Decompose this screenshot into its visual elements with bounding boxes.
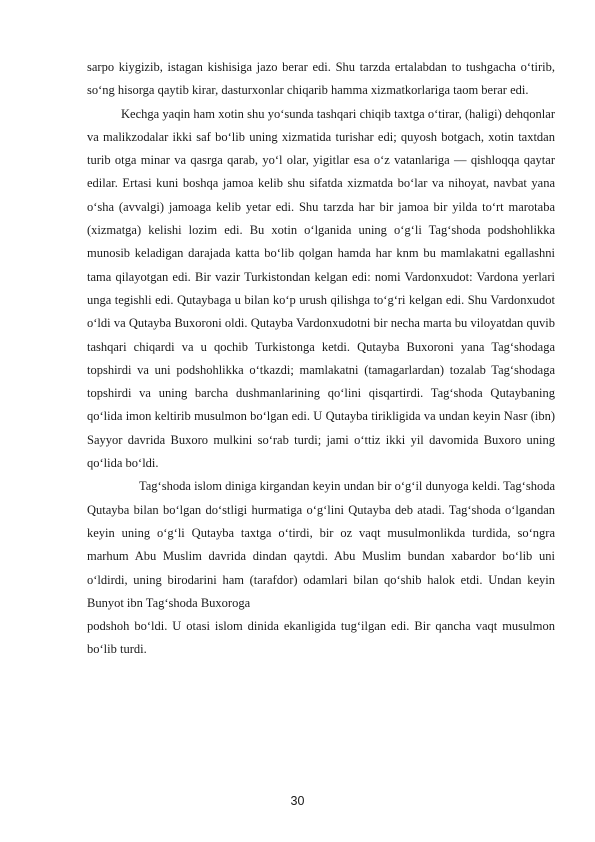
paragraph-kechga: Kechga yaqin ham xotin shu yo‘sunda tashqari chiqib taxtga o‘tirar, (haligi) dehqonlar va malikzodalar ikki saf bo‘lib uning xizmatida turishar edi; quyosh botgach, xotin taxtdan turib otga minar va qasrga qarab, yo‘l olar, yigitlar esa o‘z vatanlariga — qishloqqa qaytar edilar. Ertasi kuni boshqa jamoa kelib shu sifatda xizmatda bo‘lar va nihoyat, navbat yana o‘sha (avvalgi) jamoaga kelib yetar edi. Shu tarzda har bir jamoa bir yilda to‘rt marotaba (xizmatga) kelishi lozim edi. Bu xotin o‘lganida uning o‘g‘li Tag‘shoda podshohlikka munosib keladigan darajada katta bo‘lib qolgan hamda har knm bu mamlakatni egallashni tama qilayotgan edi. Bir vazir Turkistondan kelgan edi: nomi Vardonxudot: Vardona yerlari unga tegishli edi. Qutaybaga u bilan ko‘p urush qilishga to‘g‘ri kelgan edi. Shu Vardonxudot o‘ldi va Qutayba Buxoroni oldi. Qutayba Vardonxudotni bir necha marta bu viloyatdan quvib tashqari chiqardi va u qochib Turkistonga ketdi. Qutayba Buxoroni yana Tag‘shodaga topshirdi va uni podshohlikka o‘tkazdi; mamlakatni (tamagarlardan) tozalab Tag‘shodaga topshirdi va uning barcha dushmanlarining qo‘lini qisqartirdi. Tag‘shoda Qutaybaning qo‘lida imon keltirib musulmon bo‘lgan edi. U Qutayba tirikligida va undan keyin Nasr (ibn) Sayyor davrida Buxoro mulkini so‘rab turdi; jami o‘ttiz ikki yil davomida Buxoro uning qo‘lida bo‘ldi. bbox=[87, 106, 555, 471]
page-number: 30 bbox=[290, 794, 305, 808]
document-body bbox=[87, 56, 555, 662]
paragraph-continuation: sarpo kiygizib, istagan kishisiga jazo berar edi. Shu tarzda ertalabdan to tushgacha o‘tirib, so‘ng hisorga qaytib kirar, dasturxonlar chiqarib hamma xizmatkorlariga taom berar edi. bbox=[87, 60, 555, 98]
paragraph-podshoh: podshoh bo‘ldi. U otasi islom dinida ekanligida tug‘ilgan edi. Bir qancha vaqt musulmon bo‘lib turdi. bbox=[87, 619, 555, 657]
paragraph-tagshoda: Tag‘shoda islom diniga kirgandan keyin undan bir o‘g‘il dunyoga keldi. Tag‘shoda Qutayba bilan bo‘lgan do‘stligi hurmatiga o‘g‘lini Qutayba deb atadi. Tag‘shoda o‘lgandan keyin uning o‘g‘li Qutayba taxtga o‘tirdi, bir oz vaqt musulmonlikda turdida, so‘ngra marhum Abu Muslim davrida dindan qaytdi. Abu Muslim bundan xabardor bo‘lib uni o‘ldirdi, uning birodarini ham (tarafdor) odamlari bilan qo‘shib halok etdi. Undan keyin Bunyot ibn Tag‘shoda Buxoroga bbox=[87, 479, 555, 610]
